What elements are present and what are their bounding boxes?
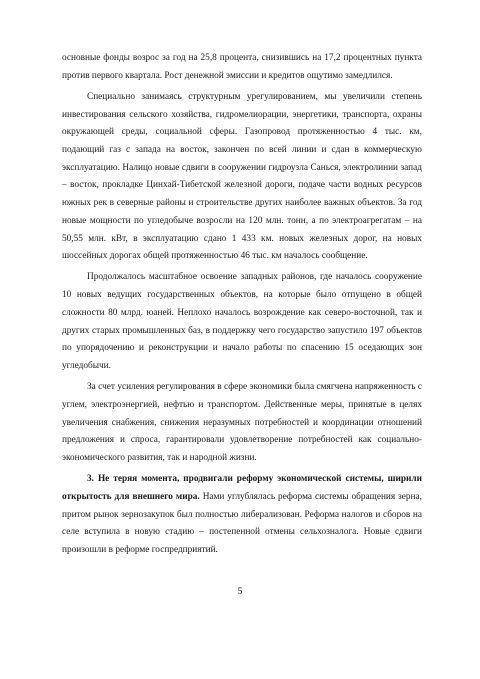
page-number: 5 [237,586,243,596]
paragraph-2-text: Специально занимаясь структурным урегулированием, мы увеличили степень инвестирования сельского хозяйства, гидромелиорации, энергетики, транспорта, охраны окружающей среды, социальной сферы. Газопровод протяженностью 4 тыс. км, подающий газ с запада на восток, закончен по всей линии и сдан в коммерческую эксплуатацию. Налицо новые сдвиги в сооружении гидроузла Санься, электролинии запад – восток, прокладке Цинхай-Тибетской железной дороги, подаче части водных ресурсов южных рек в северные районы и строительстве других наиболее важных объектов. За год новые мощности по угледобыче возросли на 120 млн. тонн, а по электроагрегатам – на 50,55 млн. кВт, в эксплуатацию сдано 1 433 км. новых железных дорог, на новых шоссейных дорогах общей протяженностью 46 тыс. км началось сообщение. [62,91,422,262]
paragraph-3-text: Продолжалось масштабное освоение западных районов, где началось сооружение 10 новых ведущих государственных объектов, на которые было отпущено в общей сложности 80 млрд. юаней. Неплохо началось возрождение как северо-восточной, так и других старых промышленных баз, в поддержку чего государство запустило 197 объектов по упорядочению и реконструкции и начало работы по спасению 15 оседающих зон угледобычи. [62,272,422,371]
paragraph-5-text: Нами углублялась реформа системы обращения зерна, притом рынок зернозакупок был полностью либерализован. Реформа налогов и сборов на селе вступила в новую стадию – постепенной отмены сельхозналога. Новые сдвиги произошли в реформе госпредприятий. [62,491,423,555]
paragraph-4-text: За счет усиления регулирования в сфере экономики была смягчена напряженность с углем, электроэнергией, нефтью и транспортом. Действенные меры, принятые в целях увеличения снабжения, снижения неразумных потребностей и координации отношений предложения и спроса, гарантировали удовлетворение потребностей как социально-экономического развития, так и народной жизни. [62,382,422,463]
paragraph-3 [62,269,422,375]
paragraph-2 [62,89,422,266]
body-text [62,50,422,563]
paragraph-5 [62,471,422,560]
paragraph-1-text: основные фонды возрос за год на 25,8 процента, снизившись на 17,2 процентных пункта против первого квартала. Рост денежной эмиссии и кредитов ощутимо замедлился. [62,53,422,81]
paragraph-1 [62,50,422,85]
section-heading-3: 3. Не теряя момента, продвигали реформу экономической системы, ширили открытость для внешнего мира. [62,474,422,502]
paragraph-4 [62,379,422,468]
